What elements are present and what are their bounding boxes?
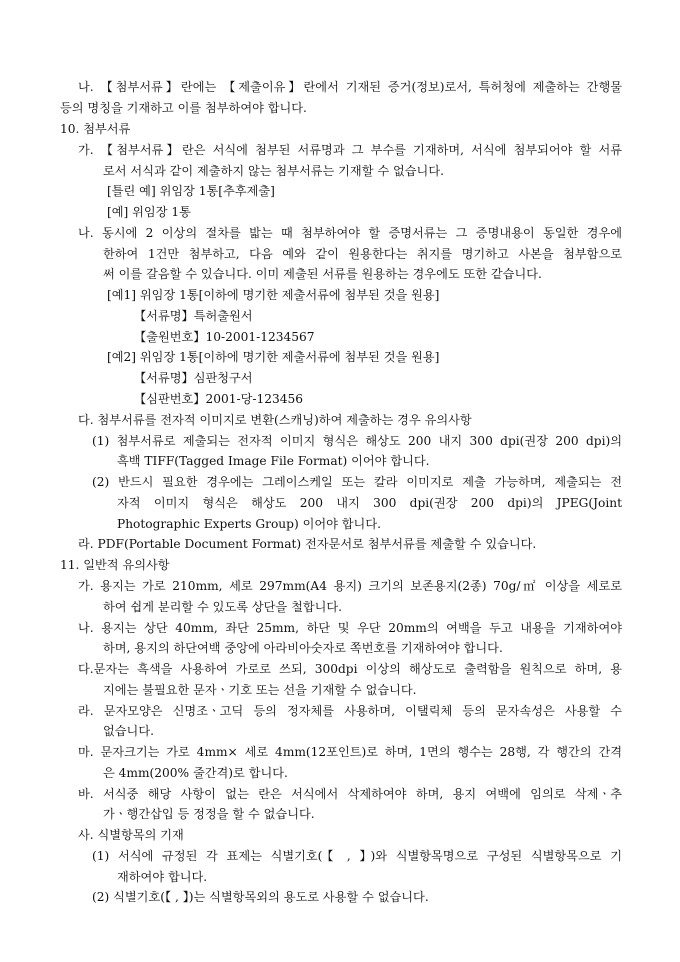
item-1-line-2: 흑백 TIFF(Tagged Image File Format) 이어야 합니다.: [117, 454, 430, 468]
rule-na-line-1: 나. 용지는 상단 40mm, 좌단 25mm, 하단 및 우단 20mm의 여백을 두고 내용을 기재하여야: [78, 621, 622, 635]
rule-ba-line-2: 가ㆍ행간삽입 등 정정을 할 수 없습니다.: [103, 807, 315, 821]
rule-na-line-2: 하며, 용지의 하단여백 중앙에 아라비아숫자로 쪽번호를 기재하여야 합니다.: [103, 641, 503, 655]
item-2-line-3: Photographic Experts Group) 이어야 합니다.: [117, 517, 381, 531]
rule-ga-line-1: 가. 용지는 가로 210mm, 세로 297mm(A4 용지) 크기의 보존용지(2종) 70g/㎡ 이상을 세로로: [78, 579, 622, 593]
example-1-heading: [예1] 위임장 1통[이하에 명기한 제출서류에 첨부된 것을 원용]: [107, 288, 440, 302]
para-da: 다. 첨부서류를 전자적 이미지로 변환(스캐닝)하여 제출하는 경우 유의사항: [78, 413, 472, 427]
rule-ba-line-1: 바. 서식중 해당 사항이 없는 란은 서식에서 삭제하여야 하며, 용지 여백에 임의로 삭제ㆍ추: [78, 787, 622, 801]
rule-sa-item-1-line-1: (1) 서식에 규정된 각 표제는 식별기호(【 , 】)와 식별항목명으로 구성된 식별항목으로 기: [92, 849, 622, 863]
section-heading-11: 11. 일반적 유의사항: [60, 558, 170, 572]
rule-da-line-1: 다.문자는 흑색을 사용하여 가로로 쓰되, 300dpi 이상의 해상도로 출력함을 원칙으로 하며, 용: [78, 662, 622, 676]
para-ga-line-1: 가. 【첨부서류】란은 서식에 첨부된 서류명과 그 부수를 기재하며, 서식에 첨부되어야 할 서류: [78, 143, 622, 157]
para-na-line-2: 등의 명칭을 기재하고 이를 첨부하여야 합니다.: [60, 101, 307, 115]
item-2-line-1: (2) 반드시 필요한 경우에는 그레이스케일 또는 칼라 이미지로 제출 가능하며, 제출되는 전: [92, 475, 622, 489]
item-2-line-2: 자적 이미지 형식은 해상도 200 내지 300 dpi(권장 200 dpi)의 JPEG(Joint: [117, 496, 622, 510]
para-na2-line-2: 한하여 1건만 첨부하고, 다음 예와 같이 원용한다는 취지를 명기하고 사본을 첨부함으로: [103, 247, 622, 261]
para-na-line-1: 나. 【첨부서류】란에는 【제출이유】란에서 기재된 증거(정보)로서, 특허청에 제출하는 간행물: [78, 80, 622, 94]
rule-sa-item-1-line-2: 재하여야 합니다.: [117, 870, 208, 884]
example-right: [예] 위임장 1통: [107, 205, 191, 219]
para-na2-line-1: 나. 동시에 2 이상의 절차를 밟는 때 첨부하여야 할 증명서류는 그 증명내용이 동일한 경우에: [78, 226, 622, 240]
para-ra-pdf: 라. PDF(Portable Document Format) 전자문서로 첨부서류를 제출할 수 있습니다.: [78, 537, 537, 551]
rule-ra-line-1: 라. 문자모양은 신명조ㆍ고딕 등의 정자체를 사용하며, 이탤릭체 등의 문자속성은 사용할 수: [78, 704, 622, 718]
rule-ma-line-1: 마. 문자크기는 가로 4mm× 세로 4mm(12포인트)로 하며, 1면의 행수는 28행, 각 행간의 간격: [78, 745, 622, 759]
example-wrong: [틀린 예] 위임장 1통[추후제출]: [107, 184, 275, 198]
example-2-trial-number: 【심판번호】2001-당-123456: [134, 392, 304, 406]
rule-ma-line-2: 은 4mm(200% 줄간격)로 합니다.: [103, 766, 288, 780]
example-2-doc-name: 【서류명】심판청구서: [134, 371, 253, 385]
rule-sa-item-2: (2) 식별기호(【 , 】)는 식별항목외의 용도로 사용할 수 없습니다.: [92, 890, 429, 904]
rule-da-line-2: 지에는 불필요한 문자ㆍ기호 또는 선을 기재할 수 없습니다.: [103, 683, 417, 697]
para-ga-line-2: 로서 서식과 같이 제출하지 않는 첨부서류는 기재할 수 없습니다.: [103, 164, 444, 178]
example-1-doc-name: 【서류명】특허출원서: [134, 309, 253, 323]
rule-ga-line-2: 하여 쉽게 분리할 수 있도록 상단을 철합니다.: [103, 600, 343, 614]
example-2-heading: [예2] 위임장 1통[이하에 명기한 제출서류에 첨부된 것을 원용]: [107, 350, 440, 364]
para-na2-line-3: 써 이를 갈음할 수 있습니다. 이미 제출된 서류를 원용하는 경우에도 또한 같습니다.: [103, 267, 542, 281]
rule-sa-heading: 사. 식별항목의 기재: [78, 828, 184, 842]
item-1-line-1: (1) 첨부서류로 제출되는 전자적 이미지 형식은 해상도 200 내지 300 dpi(권장 200 dpi)의: [92, 434, 622, 448]
rule-ra-line-2: 없습니다.: [103, 724, 154, 738]
example-1-app-number: 【출원번호】10-2001-1234567: [134, 330, 315, 344]
section-heading-10: 10. 첨부서류: [60, 122, 131, 136]
